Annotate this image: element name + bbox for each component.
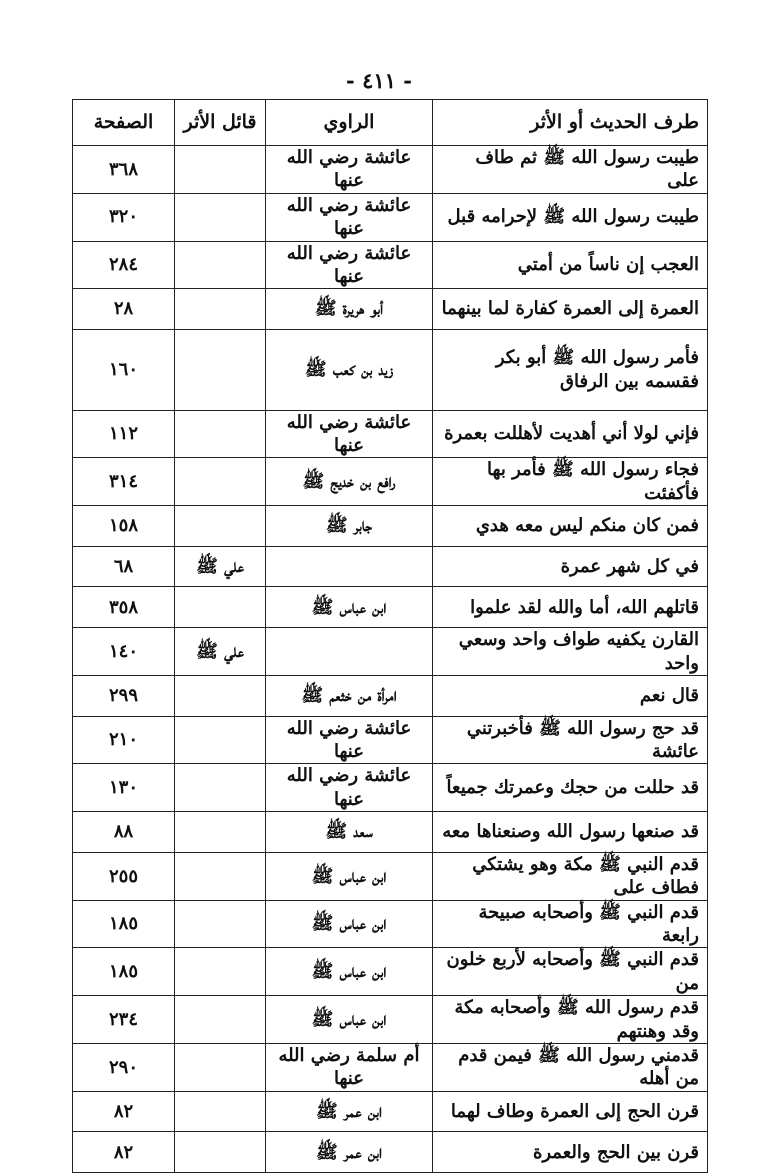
table-row bbox=[73, 1044, 708, 1092]
page-cell: ٢٥٥ bbox=[73, 852, 175, 900]
table-row bbox=[73, 628, 708, 676]
rawi-cell: امرأة من خثعم ﷺ bbox=[266, 675, 433, 716]
rawi-cell: عائشة رضي الله عنها bbox=[266, 716, 433, 764]
qail-cell bbox=[175, 193, 266, 241]
qail-cell bbox=[175, 1044, 266, 1092]
hadith-cell: القارن يكفيه طواف واحد وسعي واحد bbox=[433, 628, 708, 676]
page-cell: ١١٢ bbox=[73, 410, 175, 458]
hadith-cell: العجب إن ناساً من أمتي bbox=[433, 241, 708, 289]
page-cell: ١٦٠ bbox=[73, 330, 175, 411]
hadith-index-table bbox=[72, 99, 708, 1173]
table-row bbox=[73, 764, 708, 812]
hadith-cell: طيبت رسول الله ﷺ لإحرامه قبل bbox=[433, 193, 708, 241]
qail-cell bbox=[175, 1091, 266, 1132]
page-cell: ٣١٤ bbox=[73, 458, 175, 506]
page-cell: ٢١٠ bbox=[73, 716, 175, 764]
qail-cell bbox=[175, 996, 266, 1044]
header-hadith: طرف الحديث أو الأثر bbox=[433, 100, 708, 146]
table-row bbox=[73, 1091, 708, 1132]
table-row bbox=[73, 330, 708, 411]
qail-cell: علي ﷺ bbox=[175, 546, 266, 587]
table-row bbox=[73, 948, 708, 996]
rawi-cell: جابر ﷺ bbox=[266, 506, 433, 547]
table-row bbox=[73, 241, 708, 289]
rawi-cell: ابن عباس ﷺ bbox=[266, 948, 433, 996]
hadith-cell: فإني لولا أني أهديت لأهللت بعمرة bbox=[433, 410, 708, 458]
qail-cell bbox=[175, 764, 266, 812]
page-cell: ٣٥٨ bbox=[73, 587, 175, 628]
header-qail: قائل الأثر bbox=[175, 100, 266, 146]
rawi-cell: عائشة رضي الله عنها bbox=[266, 193, 433, 241]
hadith-cell: في كل شهر عمرة bbox=[433, 546, 708, 587]
page-cell: ٣٢٠ bbox=[73, 193, 175, 241]
header-rawi: الراوي bbox=[266, 100, 433, 146]
hadith-cell: قرن الحج إلى العمرة وطاف لهما bbox=[433, 1091, 708, 1132]
rawi-cell: ابن عباس ﷺ bbox=[266, 996, 433, 1044]
qail-cell bbox=[175, 289, 266, 330]
page-cell: ٢٨٤ bbox=[73, 241, 175, 289]
table-row bbox=[73, 506, 708, 547]
page-cell: ٢٩٠ bbox=[73, 1044, 175, 1092]
page-cell: ٢٨ bbox=[73, 289, 175, 330]
table-row bbox=[73, 716, 708, 764]
qail-cell bbox=[175, 146, 266, 194]
page-cell: ١٨٥ bbox=[73, 948, 175, 996]
page-cell: ١٣٠ bbox=[73, 764, 175, 812]
page-cell: ٨٨ bbox=[73, 812, 175, 853]
rawi-cell: عائشة رضي الله عنها bbox=[266, 410, 433, 458]
rawi-cell: سعد ﷺ bbox=[266, 812, 433, 853]
qail-cell bbox=[175, 675, 266, 716]
rawi-cell bbox=[266, 628, 433, 676]
table-row bbox=[73, 410, 708, 458]
page-cell: ٢٩٩ bbox=[73, 675, 175, 716]
rawi-cell: زيد بن كعب ﷺ bbox=[266, 330, 433, 411]
qail-cell bbox=[175, 330, 266, 411]
qail-cell bbox=[175, 1132, 266, 1173]
qail-cell bbox=[175, 900, 266, 948]
rawi-cell: ابن عمر ﷺ bbox=[266, 1132, 433, 1173]
table-row bbox=[73, 193, 708, 241]
table-row bbox=[73, 852, 708, 900]
page-cell: ١٤٠ bbox=[73, 628, 175, 676]
rawi-cell: ابن عباس ﷺ bbox=[266, 900, 433, 948]
header-page: الصفحة bbox=[73, 100, 175, 146]
page-cell: ٨٢ bbox=[73, 1091, 175, 1132]
rawi-cell: ابن عباس ﷺ bbox=[266, 852, 433, 900]
qail-cell bbox=[175, 458, 266, 506]
page-cell: ٨٢ bbox=[73, 1132, 175, 1173]
rawi-cell: رافع بن خديج ﷺ bbox=[266, 458, 433, 506]
qail-cell bbox=[175, 716, 266, 764]
hadith-cell: طيبت رسول الله ﷺ ثم طاف على bbox=[433, 146, 708, 194]
hadith-cell: فأمر رسول الله ﷺ أبو بكر فقسمه بين الرفاق bbox=[433, 330, 708, 411]
rawi-cell: أبو هريرة ﷺ bbox=[266, 289, 433, 330]
table-row bbox=[73, 1132, 708, 1173]
qail-cell bbox=[175, 812, 266, 853]
qail-cell bbox=[175, 241, 266, 289]
hadith-cell: قد حج رسول الله ﷺ فأخبرتني عائشة bbox=[433, 716, 708, 764]
page-number: - ٤١١ - bbox=[346, 68, 412, 93]
hadith-cell: العمرة إلى العمرة كفارة لما بينهما bbox=[433, 289, 708, 330]
hadith-cell: قدم النبي ﷺ مكة وهو يشتكي فطاف على bbox=[433, 852, 708, 900]
page-cell: ٦٨ bbox=[73, 546, 175, 587]
hadith-cell: قد حللت من حجك وعمرتك جميعاً bbox=[433, 764, 708, 812]
table-row bbox=[73, 146, 708, 194]
table-row bbox=[73, 458, 708, 506]
hadith-cell: قدم رسول الله ﷺ وأصحابه مكة وقد وهنتهم bbox=[433, 996, 708, 1044]
qail-cell bbox=[175, 587, 266, 628]
rawi-cell: ابن عمر ﷺ bbox=[266, 1091, 433, 1132]
table-row bbox=[73, 289, 708, 330]
hadith-cell: قدمني رسول الله ﷺ فيمن قدم من أهله bbox=[433, 1044, 708, 1092]
hadith-cell: فجاء رسول الله ﷺ فأمر بها فأكفئت bbox=[433, 458, 708, 506]
hadith-cell: فمن كان منكم ليس معه هدي bbox=[433, 506, 708, 547]
rawi-cell: عائشة رضي الله عنها bbox=[266, 146, 433, 194]
hadith-cell: قد صنعها رسول الله وصنعناها معه bbox=[433, 812, 708, 853]
page-cell: ٣٦٨ bbox=[73, 146, 175, 194]
header-row bbox=[73, 100, 708, 146]
table-row bbox=[73, 900, 708, 948]
hadith-cell: قدم النبي ﷺ وأصحابه لأربع خلون من bbox=[433, 948, 708, 996]
table-row bbox=[73, 587, 708, 628]
qail-cell: علي ﷺ bbox=[175, 628, 266, 676]
table-row bbox=[73, 675, 708, 716]
qail-cell bbox=[175, 506, 266, 547]
table-row bbox=[73, 996, 708, 1044]
table-row bbox=[73, 546, 708, 587]
hadith-cell: قاتلهم الله، أما والله لقد علموا bbox=[433, 587, 708, 628]
page-cell: ١٨٥ bbox=[73, 900, 175, 948]
hadith-cell: قدم النبي ﷺ وأصحابه صبيحة رابعة bbox=[433, 900, 708, 948]
page-cell: ٢٣٤ bbox=[73, 996, 175, 1044]
rawi-cell: أم سلمة رضي الله عنها bbox=[266, 1044, 433, 1092]
rawi-cell: عائشة رضي الله عنها bbox=[266, 764, 433, 812]
qail-cell bbox=[175, 410, 266, 458]
page-cell: ١٥٨ bbox=[73, 506, 175, 547]
hadith-cell: قال نعم bbox=[433, 675, 708, 716]
table-row bbox=[73, 812, 708, 853]
qail-cell bbox=[175, 852, 266, 900]
hadith-cell: قرن بين الحج والعمرة bbox=[433, 1132, 708, 1173]
rawi-cell bbox=[266, 546, 433, 587]
rawi-cell: ابن عباس ﷺ bbox=[266, 587, 433, 628]
rawi-cell: عائشة رضي الله عنها bbox=[266, 241, 433, 289]
qail-cell bbox=[175, 948, 266, 996]
